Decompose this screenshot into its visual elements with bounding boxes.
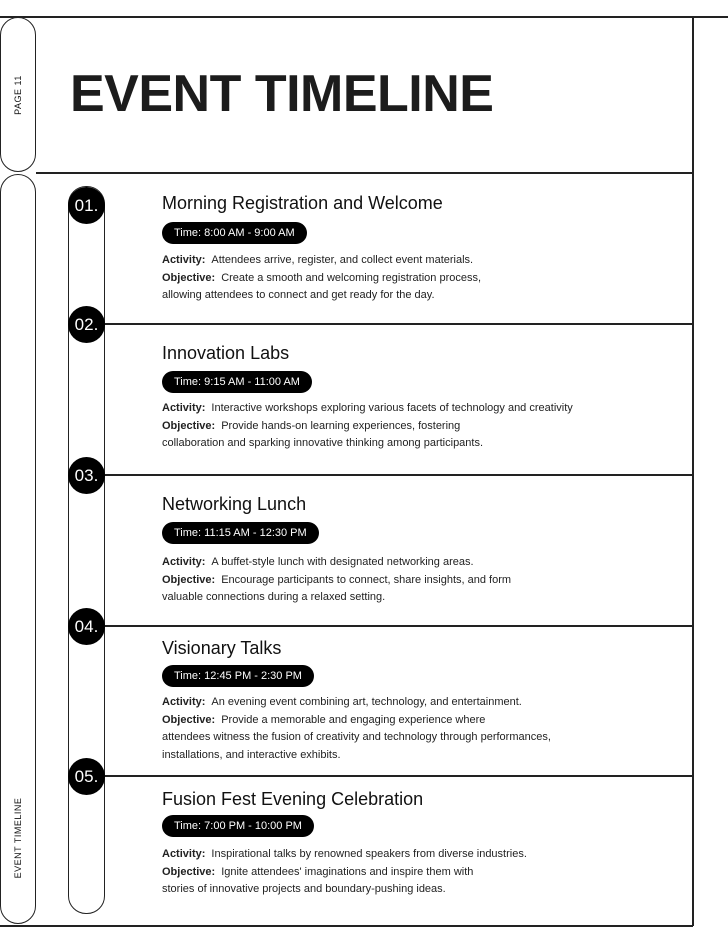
objective-text-cont: stories of innovative projects and boundary-pushing ideas. xyxy=(162,883,446,895)
event-title: Visionary Talks xyxy=(162,638,282,658)
event-time-pill: Time: 12:45 PM - 2:30 PM xyxy=(162,665,314,687)
objective-label: Objective: xyxy=(162,573,216,586)
event-title: Innovation Labs xyxy=(162,343,290,363)
activity-text: A buffet-style lunch with designated networking areas. xyxy=(211,556,474,568)
activity-text: An evening event combining art, technology, and entertainment. xyxy=(211,696,522,708)
objective-text-cont: valuable connections during a relaxed setting. xyxy=(162,591,386,603)
event-description xyxy=(162,400,662,453)
objective-text: Encourage participants to connect, share insights, and form xyxy=(221,573,512,586)
objective-label: Objective: xyxy=(162,865,216,878)
activity-text: Inspirational talks by renowned speakers from diverse industries. xyxy=(211,848,527,860)
event-number-badge: 01. xyxy=(68,187,105,224)
event-description xyxy=(162,252,662,305)
activity-text: Attendees arrive, register, and collect event materials. xyxy=(211,254,474,266)
objective-text-cont: attendees witness the fusion of creativity and technology through performances, installations, and interactive exhibits. xyxy=(162,731,551,761)
objective-text: Ignite attendees' imaginations and inspire them with xyxy=(221,865,474,878)
activity-label: Activity: xyxy=(162,402,206,414)
event-time-pill: Time: 11:15 AM - 12:30 PM xyxy=(162,522,319,544)
objective-text: Provide a memorable and engaging experience where xyxy=(221,713,486,726)
objective-label: Objective: xyxy=(162,419,216,432)
objective-text-cont: collaboration and sparking innovative thinking among participants. xyxy=(162,437,484,449)
event-title: Fusion Fest Evening Celebration xyxy=(162,789,424,809)
page-number-label: PAGE 11 xyxy=(13,75,23,115)
event-number-badge: 05. xyxy=(68,758,105,795)
activity-label: Activity: xyxy=(162,556,206,568)
event-time-pill: Time: 7:00 PM - 10:00 PM xyxy=(162,815,314,837)
event-number-badge: 04. xyxy=(68,608,105,645)
objective-text-cont: allowing attendees to connect and get ready for the day. xyxy=(162,289,435,301)
section-label: EVENT TIMELINE xyxy=(13,797,23,879)
activity-label: Activity: xyxy=(162,848,206,860)
event-time-pill: Time: 8:00 AM - 9:00 AM xyxy=(162,222,307,244)
bottom-border xyxy=(0,925,693,927)
event-divider xyxy=(86,474,693,476)
event-number-badge: 03. xyxy=(68,457,105,494)
activity-text: Interactive workshops exploring various facets of technology and creativity xyxy=(211,402,573,414)
objective-label: Objective: xyxy=(162,271,216,284)
event-title: Networking Lunch xyxy=(162,494,307,514)
event-description xyxy=(162,846,662,899)
objective-text: Create a smooth and welcoming registration process, xyxy=(221,271,482,284)
event-time-pill: Time: 9:15 AM - 11:00 AM xyxy=(162,371,312,393)
event-description xyxy=(162,694,562,764)
event-divider xyxy=(86,323,693,325)
event-divider xyxy=(86,775,693,777)
objective-label: Objective: xyxy=(162,713,216,726)
event-description xyxy=(162,554,662,607)
page-title: EVENT TIMELINE xyxy=(70,65,494,123)
objective-text: Provide hands-on learning experiences, fostering xyxy=(221,419,461,432)
activity-label: Activity: xyxy=(162,696,206,708)
header-divider xyxy=(36,172,693,174)
top-border xyxy=(0,16,728,18)
timeline-track xyxy=(68,186,105,914)
event-title: Morning Registration and Welcome xyxy=(162,193,443,213)
event-divider xyxy=(86,625,693,627)
right-border xyxy=(692,16,694,926)
activity-label: Activity: xyxy=(162,254,206,266)
event-number-badge: 02. xyxy=(68,306,105,343)
